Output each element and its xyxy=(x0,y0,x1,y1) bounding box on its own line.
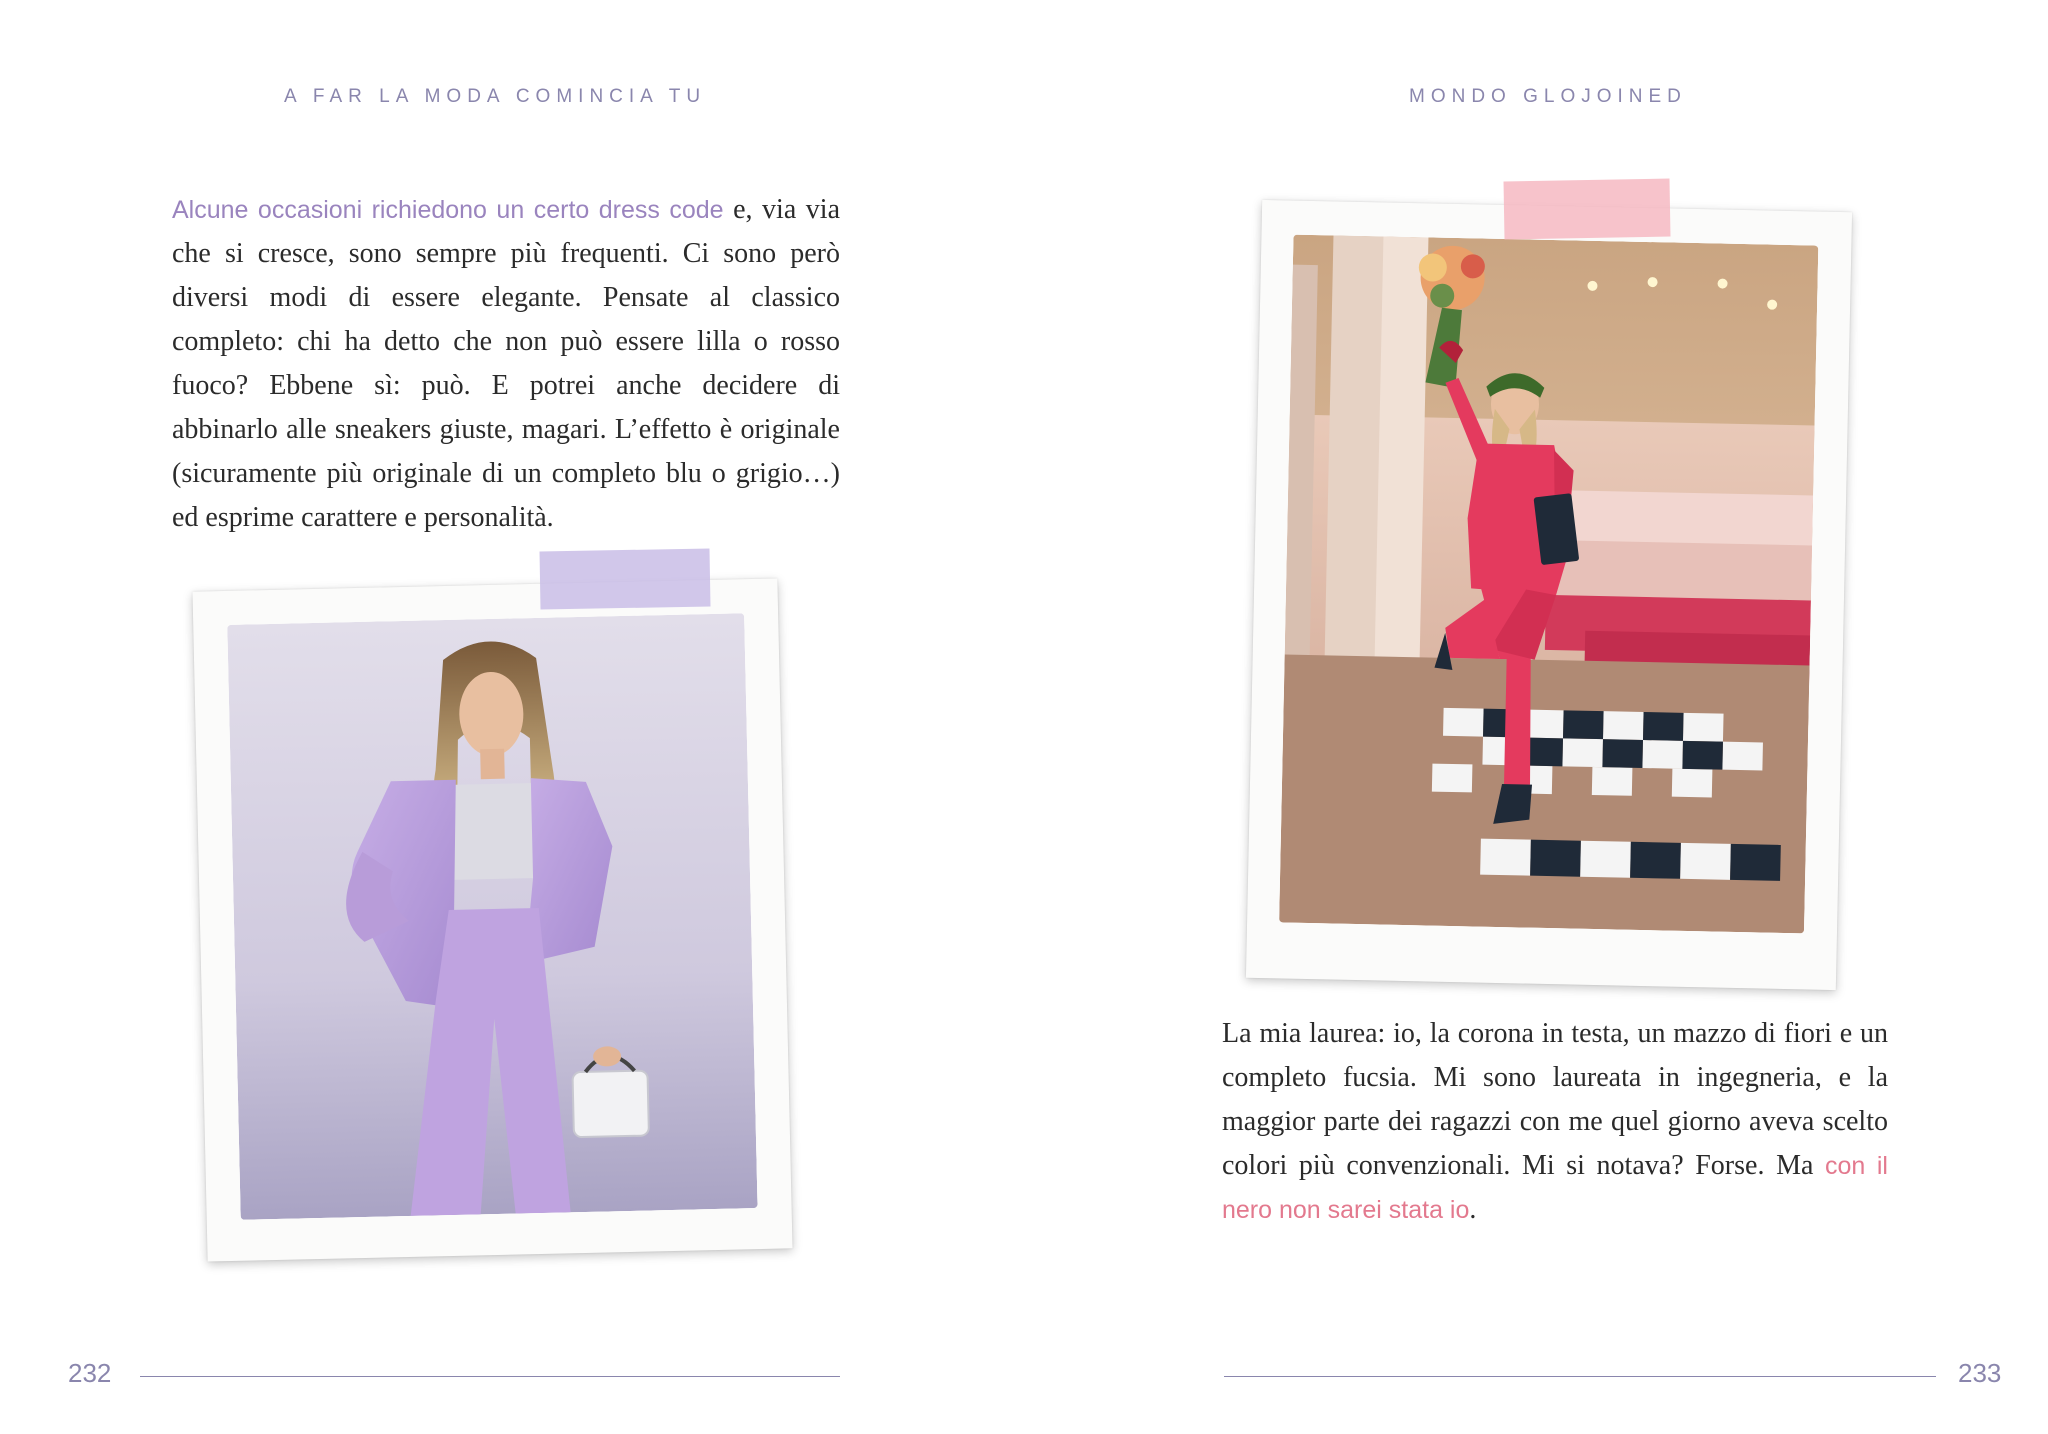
graduation-photo xyxy=(1279,235,1818,934)
washi-tape xyxy=(1504,179,1671,240)
footer-rule xyxy=(140,1376,840,1377)
body-paragraph xyxy=(172,188,840,540)
page-number: 232 xyxy=(68,1358,112,1388)
highlight-text: con il nero non sarei stata io xyxy=(1222,1152,1888,1224)
polaroid-frame xyxy=(192,578,792,1261)
paragraph-end: . xyxy=(1469,1194,1477,1225)
highlight-text: Alcune occasioni richiedono un certo dress code xyxy=(172,196,724,224)
paragraph-text: e, via via che si cresce, sono sempre più frequenti. Ci sono però diversi modi di essere elegante. Pensate al classico completo: chi ha detto che non può essere lilla o rosso fuoco? Ebbene sì: può. E potrei anche decidere di abbinarlo alle sneakers giuste, magari. L’effetto è originale (sicuramente più originale di un completo blu o grigio…) ed esprime carattere e personalità. xyxy=(172,194,840,533)
washi-tape xyxy=(540,549,711,610)
lilac-suit-photo xyxy=(227,613,757,1220)
right-page xyxy=(1024,0,2048,1434)
page-number: 233 xyxy=(1958,1358,2002,1388)
running-head: MONDO GLOJOINED xyxy=(1409,86,1687,107)
polaroid-frame xyxy=(1246,200,1852,990)
body-paragraph xyxy=(1222,1012,1888,1232)
running-head: A FAR LA MODA COMINCIA TU xyxy=(284,86,707,107)
footer-rule xyxy=(1224,1376,1936,1377)
paragraph-text: La mia laurea: io, la corona in testa, un mazzo di fiori e un completo fucsia. Mi sono laureata in ingegneria, e la maggior parte dei ragazzi con me quel giorno aveva scelto colori più convenzionali. Mi si notava? Forse. Ma xyxy=(1222,1018,1888,1181)
